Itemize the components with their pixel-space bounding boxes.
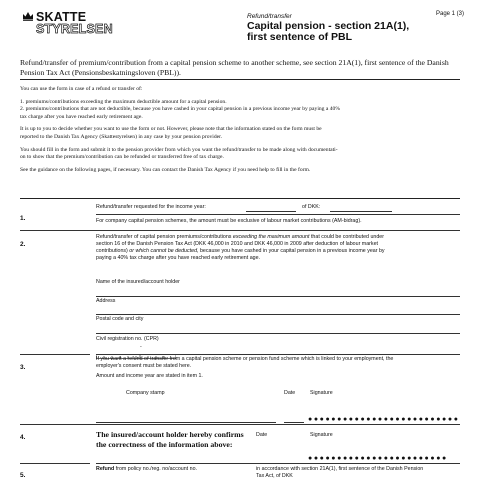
section-3-divider — [96, 354, 460, 355]
intro-text: Refund/transfer of premium/contribution from a capital pension scheme to another scheme, see section 21A(1), first sentence of the Danish Pension Tax Act (Pensionsbeskatningsloven (PBL)). — [20, 58, 449, 77]
section-5-number: 5. — [20, 472, 26, 479]
intro-paragraph — [20, 58, 460, 77]
instr-p2a: It is up to you to decide whether you want to use the form or not. However, please note that the information stated on the form must be — [20, 126, 322, 133]
instr-li1: 1. premiums/contributions exceeding the maximum deductible amount for a capital pension. — [20, 98, 227, 105]
name-label: Name of the insured/account holder — [96, 279, 180, 285]
s2-text3a: contributions) — [96, 248, 130, 254]
instr-p1: You can use the form in case of a refund or transfer of: — [20, 86, 143, 92]
section-5-divider — [96, 463, 460, 464]
form-subheading: Refund/transfer — [247, 13, 292, 20]
cpr-field[interactable] — [96, 346, 176, 352]
income-year-field[interactable] — [246, 211, 296, 212]
instr-p4: See the guidance on the following pages, if necessary. You can contact the Danish Tax Agency if you need help to fill in the form. — [20, 166, 311, 173]
employer-date-field[interactable] — [284, 422, 304, 423]
refund-label: Refund — [96, 466, 115, 472]
cpr-separator: - — [140, 344, 142, 350]
company-stamp-label: Company stamp — [126, 390, 165, 396]
s2-text4: paying a 40% tax charge after you have reached early retirement age. — [96, 255, 261, 261]
amount-field[interactable] — [330, 211, 392, 212]
instr-li2a: 2. premiums/contributions that are not deductible, because you have cashed in your capital pension in a previous income year by paying a 40% — [20, 106, 340, 113]
refund-accordance-text — [256, 466, 466, 480]
holder-signature-field[interactable]: ●●●●●●●●●●●●●●●●●●●●●●●● — [308, 455, 448, 462]
s2-text1a: Refund/transfer of capital pension premiums/contributions — [96, 234, 233, 240]
amount-label: of DKK: — [302, 204, 321, 210]
section-3-text — [96, 356, 460, 380]
form-title-line1: Capital pension - section 21A(1), — [247, 20, 410, 32]
section-1-rule — [96, 214, 460, 215]
intro-divider — [20, 79, 460, 80]
employer-date-label: Date — [284, 390, 296, 396]
section-2-divider — [20, 230, 460, 231]
section-5-divider-left — [20, 463, 90, 464]
address-field[interactable] — [96, 314, 460, 315]
holder-signature-label: Signature — [310, 432, 333, 438]
section-1-number: 1. — [20, 215, 26, 222]
s5-accordance1: in accordance with section 21A(1), first sentence of the Danish Pension — [256, 466, 424, 472]
form-title-line2: first sentence of PBL — [247, 31, 353, 43]
section-4-divider — [20, 424, 460, 425]
s5-accordance2: Tax Act, of DKK — [256, 473, 293, 479]
employer-signature-label: Signature — [310, 390, 333, 396]
s2-text1b: exceeding the maximum amount — [232, 234, 310, 240]
page-number: Page 1 (3) — [436, 11, 465, 17]
logo-text-styrelsen: STYRELSEN — [36, 22, 113, 36]
s3-text2: employer's consent must be stated here. — [96, 363, 192, 369]
s4-text2: the correctness of the information above: — [96, 439, 233, 449]
section-2-number: 2. — [20, 241, 26, 248]
section-3-number: 3. — [20, 364, 26, 371]
employer-signature-field[interactable]: ●●●●●●●●●●●●●●●●●●●●●●●●●● — [308, 416, 460, 423]
section-3-divider-left — [20, 354, 90, 355]
s3-text3: Amount and income year are stated in item 1. — [96, 373, 203, 379]
s2-text2: section 16 of the Danish Pension Tax Act (DKK 46,000 in 2010 and DKK 46,000 in 2009 after deduction of labour market — [96, 241, 378, 247]
s2-text1c: that could be contributed under — [309, 234, 384, 240]
instr-p2b: reported to the Danish Tax Agency (Skattestyrelsen) in any case by your pension provider. — [20, 133, 223, 140]
section-2-text — [96, 234, 460, 262]
s2-text3b: or which cannot be deducted — [129, 248, 198, 254]
instr-p3a: You should fill in the form and submit it to the pension provider from which you want the refund/transfer to be made along with documentati- — [20, 146, 338, 153]
refund-label-rest: from policy no./reg. no/account no. — [114, 466, 197, 472]
s4-text1: The insured/account holder hereby confirms — [96, 430, 244, 439]
instr-li2b: tax charge after you have reached early retirement age. — [20, 113, 143, 120]
postal-label: Postal code and city — [96, 316, 144, 322]
cpr-label: Civil registration no. (CPR) — [96, 336, 159, 342]
s2-text3c: , because you have cashed in your capital pension in a previous income year by — [197, 248, 385, 254]
refund-policy-label — [96, 466, 197, 473]
section-4-number: 4. — [20, 434, 26, 441]
section-1-divider — [20, 198, 460, 199]
address-label: Address — [96, 298, 116, 304]
s3-text1: If you want a refund or transfer from a capital pension scheme or pension fund scheme which is linked to your employment, the — [96, 356, 394, 362]
postal-field[interactable] — [96, 333, 460, 334]
holder-date-label: Date — [256, 432, 268, 438]
income-year-label: Refund/transfer requested for the income year: — [96, 204, 206, 210]
instr-p3b: on to show that the premium/contribution can be refunded or transferred free of tax charge. — [20, 154, 224, 161]
company-stamp-field[interactable] — [96, 422, 276, 423]
crown-icon — [22, 11, 34, 21]
name-field[interactable] — [96, 296, 460, 297]
form-title — [247, 21, 457, 43]
logo-text-skatte: SKATTE — [36, 10, 87, 24]
section-1-note: For company capital pension schemes, the amount must be exclusive of labour market contributions (AM-bidrag). — [96, 218, 362, 224]
confirmation-statement — [96, 430, 276, 449]
instructions — [20, 86, 460, 174]
